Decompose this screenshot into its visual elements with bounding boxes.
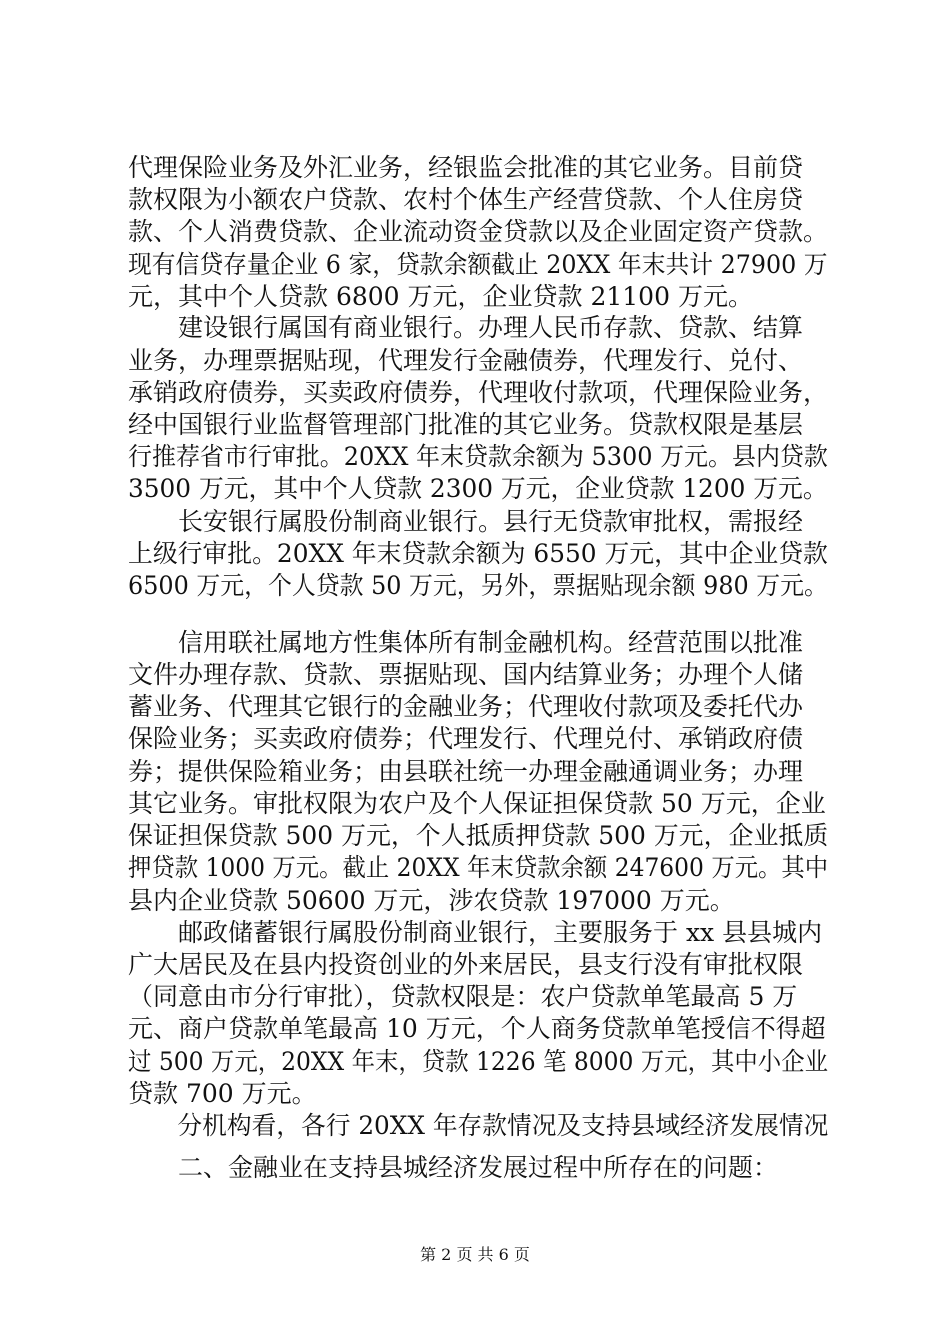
text-line: 贷款 700 万元。 <box>128 1079 317 1108</box>
text-line: 券；提供保险箱业务；由县联社统一办理金融通调业务；办理 <box>128 757 804 786</box>
text-line: 其它业务。审批权限为农户及个人保证担保贷款 50 万元，企业 <box>128 789 826 818</box>
page-footer: 第 2 页 共 6 页 <box>420 1245 530 1264</box>
text-line: 过 500 万元，20XX 年末，贷款 1226 笔 8000 万元，其中小企业 <box>128 1047 828 1076</box>
text-line: 业务，办理票据贴现，代理发行金融债券，代理发行、兑付、 <box>128 346 804 375</box>
text-line: 行推荐省市行审批。20XX 年末贷款余额为 5300 万元。县内贷款 <box>128 442 828 471</box>
text-line: 元、商户贷款单笔最高 10 万元，个人商务贷款单笔授信不得超 <box>128 1014 826 1043</box>
text-line: 代理保险业务及外汇业务，经银监会批准的其它业务。目前贷 <box>128 153 804 182</box>
text-line: 保证担保贷款 500 万元，个人抵质押贷款 500 万元，企业抵质 <box>128 821 829 850</box>
text-line: 保险业务；买卖政府债券；代理发行、代理兑付、承销政府债 <box>128 724 804 753</box>
text-line: 县内企业贷款 50600 万元，涉农贷款 197000 万元。 <box>128 886 735 915</box>
text-line: 广大居民及在县内投资创业的外来居民，县支行没有审批权限 <box>128 950 804 979</box>
text-line: 上级行审批。20XX 年末贷款余额为 6550 万元，其中企业贷款 <box>128 539 828 568</box>
text-line: 分机构看，各行 20XX 年存款情况及支持县域经济发展情况 <box>128 1111 829 1140</box>
text-line: （同意由市分行审批），贷款权限是：农户贷款单笔最高 5 万 <box>128 982 798 1011</box>
text-line: 蓄业务、代理其它银行的金融业务；代理收付款项及委托代办 <box>128 692 804 721</box>
text-line: 押贷款 1000 万元。截止 20XX 年末贷款余额 247600 万元。其中 <box>128 853 829 882</box>
text-line: 经中国银行业监督管理部门批准的其它业务。贷款权限是基层 <box>128 410 804 439</box>
text-line: 建设银行属国有商业银行。办理人民币存款、贷款、结算 <box>128 313 804 342</box>
text-line: 长安银行属股份制商业银行。县行无贷款审批权，需报经 <box>128 507 804 536</box>
text-line: 文件办理存款、贷款、票据贴现、国内结算业务；办理个人储 <box>128 660 804 689</box>
text-line: 承销政府债券，买卖政府债券，代理收付款项，代理保险业务， <box>128 378 829 407</box>
text-line: 款、个人消费贷款、企业流动资金贷款以及企业固定资产贷款。 <box>128 217 829 246</box>
text-line: 3500 万元，其中个人贷款 2300 万元，企业贷款 1200 万元。 <box>128 474 828 503</box>
text-line: 6500 万元，个人贷款 50 万元，另外，票据贴现余额 980 万元。 <box>128 571 828 600</box>
text-line: 信用联社属地方性集体所有制金融机构。经营范围以批准 <box>128 628 804 657</box>
text-line: 款权限为小额农户贷款、农村个体生产经营贷款、个人住房贷 <box>128 185 804 214</box>
text-line: 邮政储蓄银行属股份制商业银行，主要服务于 xx 县县城内 <box>128 918 823 947</box>
text-line: 元，其中个人贷款 6800 万元，企业贷款 21100 万元。 <box>128 282 753 311</box>
section-heading: 二、金融业在支持县城经济发展过程中所存在的问题： <box>128 1153 779 1182</box>
text-line: 现有信贷存量企业 6 家，贷款余额截止 20XX 年末共计 27900 万 <box>128 250 828 279</box>
